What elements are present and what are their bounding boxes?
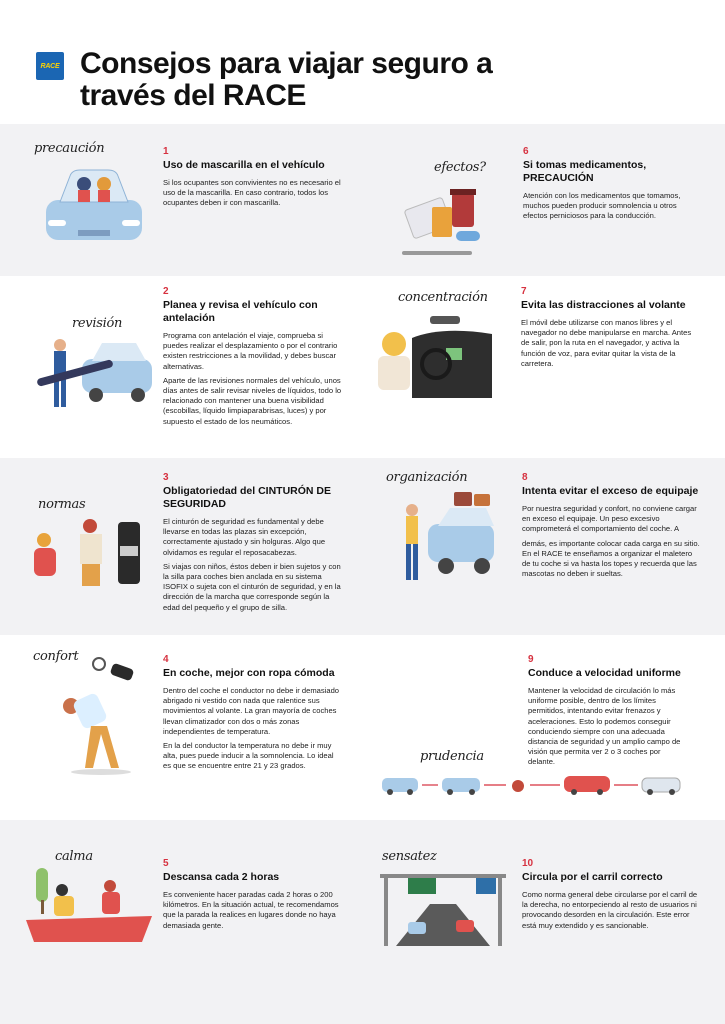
illustration-luggage-car bbox=[398, 488, 496, 586]
tip-9: 9 Conduce a velocidad uniforme Mantener la velocidad de circulación lo más uniforme posible, dentro de los límites permitidos, intentando evitar frenazos y aceleraciones. Esto lo podemos conseguir conduciendo siempre con una adecuada distancia de seguridad y un amplio campo de visión que permita ver 2 o 3 coches por delante. bbox=[528, 654, 681, 767]
illustration-highway-lanes bbox=[380, 868, 506, 946]
illustration-masked-car bbox=[38, 160, 150, 250]
tip-6: 6 Si tomas medicamentos, PRECAUCIÓN Atención con los medicamentos que tomamos, muchos pueden producir somnolencia u otros efectos perniciosos para la conducción. bbox=[523, 146, 681, 221]
tip-3: 3 Obligatoriedad del CINTURÓN DE SEGURIDAD El cinturón de seguridad es fundamental y debe llevarse en todas las plazas sin excepción, correctamente ajustado y sin holguras. Algo que olvidamos es regular el reposacabezas. Si viajas con niños, éstos deben ir bien sujetos y con la silla para coches bien anclada en su sistema ISOFIX o sujeta con el cinturón de seguridad, y en la dirección de la marcha que corresponde según la edad del pequeño y el grupo de silla. bbox=[163, 472, 341, 612]
label-organizacion: organización bbox=[386, 470, 468, 485]
tip-1: 1 Uso de mascarilla en el vehículo Si los ocupantes son convivientes no es necesario el uso de la mascarilla. En caso contrario, todos los ocupantes deben ir con mascarilla. bbox=[163, 146, 341, 208]
label-confort: confort bbox=[33, 649, 79, 664]
race-logo: RACE bbox=[36, 52, 64, 80]
tip-8: 8 Intenta evitar el exceso de equipaje Por nuestra seguridad y confort, no conviene cargar en exceso el equipaje. Un peso excesivo comprometerá el comportamiento del coche. A demás, es importante colocar cada carga en su sitio. En el RACE te enseñamos a organizar el maletero de tu coche si va hasta los topes y recuerda que las mascotas no deben ir sueltas. bbox=[522, 472, 700, 579]
label-revision: revisión bbox=[72, 316, 123, 331]
tip-7: 7 Evita las distracciones al volante El móvil debe utilizarse con manos libres y el navegador no debe manipularse en marcha. Antes de salir, pon la ruta en el navegador, y activa la función de voz, para evitar quitar la vista de la carretera. bbox=[521, 286, 692, 368]
tip-5: 5 Descansa cada 2 horas Es conveniente hacer paradas cada 2 horas o 200 kilómetros. En la situación actual, te recomendamos que la parada la realices en lugares donde no haya demasiada gente. bbox=[163, 858, 339, 930]
illustration-car-check bbox=[32, 333, 154, 415]
label-concentracion: concentración bbox=[398, 290, 488, 305]
label-prudencia: prudencia bbox=[420, 749, 484, 764]
page-title: Consejos para viajar seguro a través del RACE bbox=[80, 47, 493, 112]
tip-4: 4 En coche, mejor con ropa cómoda Dentro del coche el conductor no debe ir demasiado abrigado ni vestido con nada que ralentice sus movimientos al volante. La gran mayoría de coches llevan climatizador con dos o más zonas independientes de temperatura. En la del conductor la temperatura no debe ir muy alta, pues puede inducir a la somnolencia. Lo ideal es que se encuentre entre 21 y 23 grados. bbox=[163, 654, 340, 771]
illustration-seatbelt bbox=[30, 518, 152, 590]
illustration-medicines bbox=[402, 185, 498, 265]
tip-10: 10 Circula por el carril correcto Como norma general debe circularse por el carril de la derecha, no entorpeciendo al resto de usuarios ni provocando desorden en la circulación. Este error está muy extendido y es sancionable. bbox=[522, 858, 698, 930]
label-calma: calma bbox=[55, 849, 93, 864]
label-efectos: efectos? bbox=[434, 160, 486, 175]
illustration-stretching-person bbox=[55, 656, 147, 776]
label-normas: normas bbox=[38, 497, 86, 512]
tip-2: 2 Planea y revisa el vehículo con antelación Programa con antelación el viaje, comprueba si puedes realizar el desplazamiento o por el contrario existen restricciones a la movilidad, y debes buscar alternativas. Aparte de las revisiones normales del vehículo, unos días antes de salir revisar niveles de líquidos, todo lo relacionado con mantener una buena visibilidad (escobillas, líquido limpiaparabrisas, luces) y por supuesto el estado de los neumáticos. bbox=[163, 286, 342, 426]
illustration-driver-dashboard bbox=[372, 312, 496, 398]
illustration-traffic-distance bbox=[378, 770, 684, 798]
label-sensatez: sensatez bbox=[382, 849, 437, 864]
label-precaucion: precaución bbox=[34, 141, 105, 156]
illustration-picnic-rest bbox=[26, 860, 152, 942]
